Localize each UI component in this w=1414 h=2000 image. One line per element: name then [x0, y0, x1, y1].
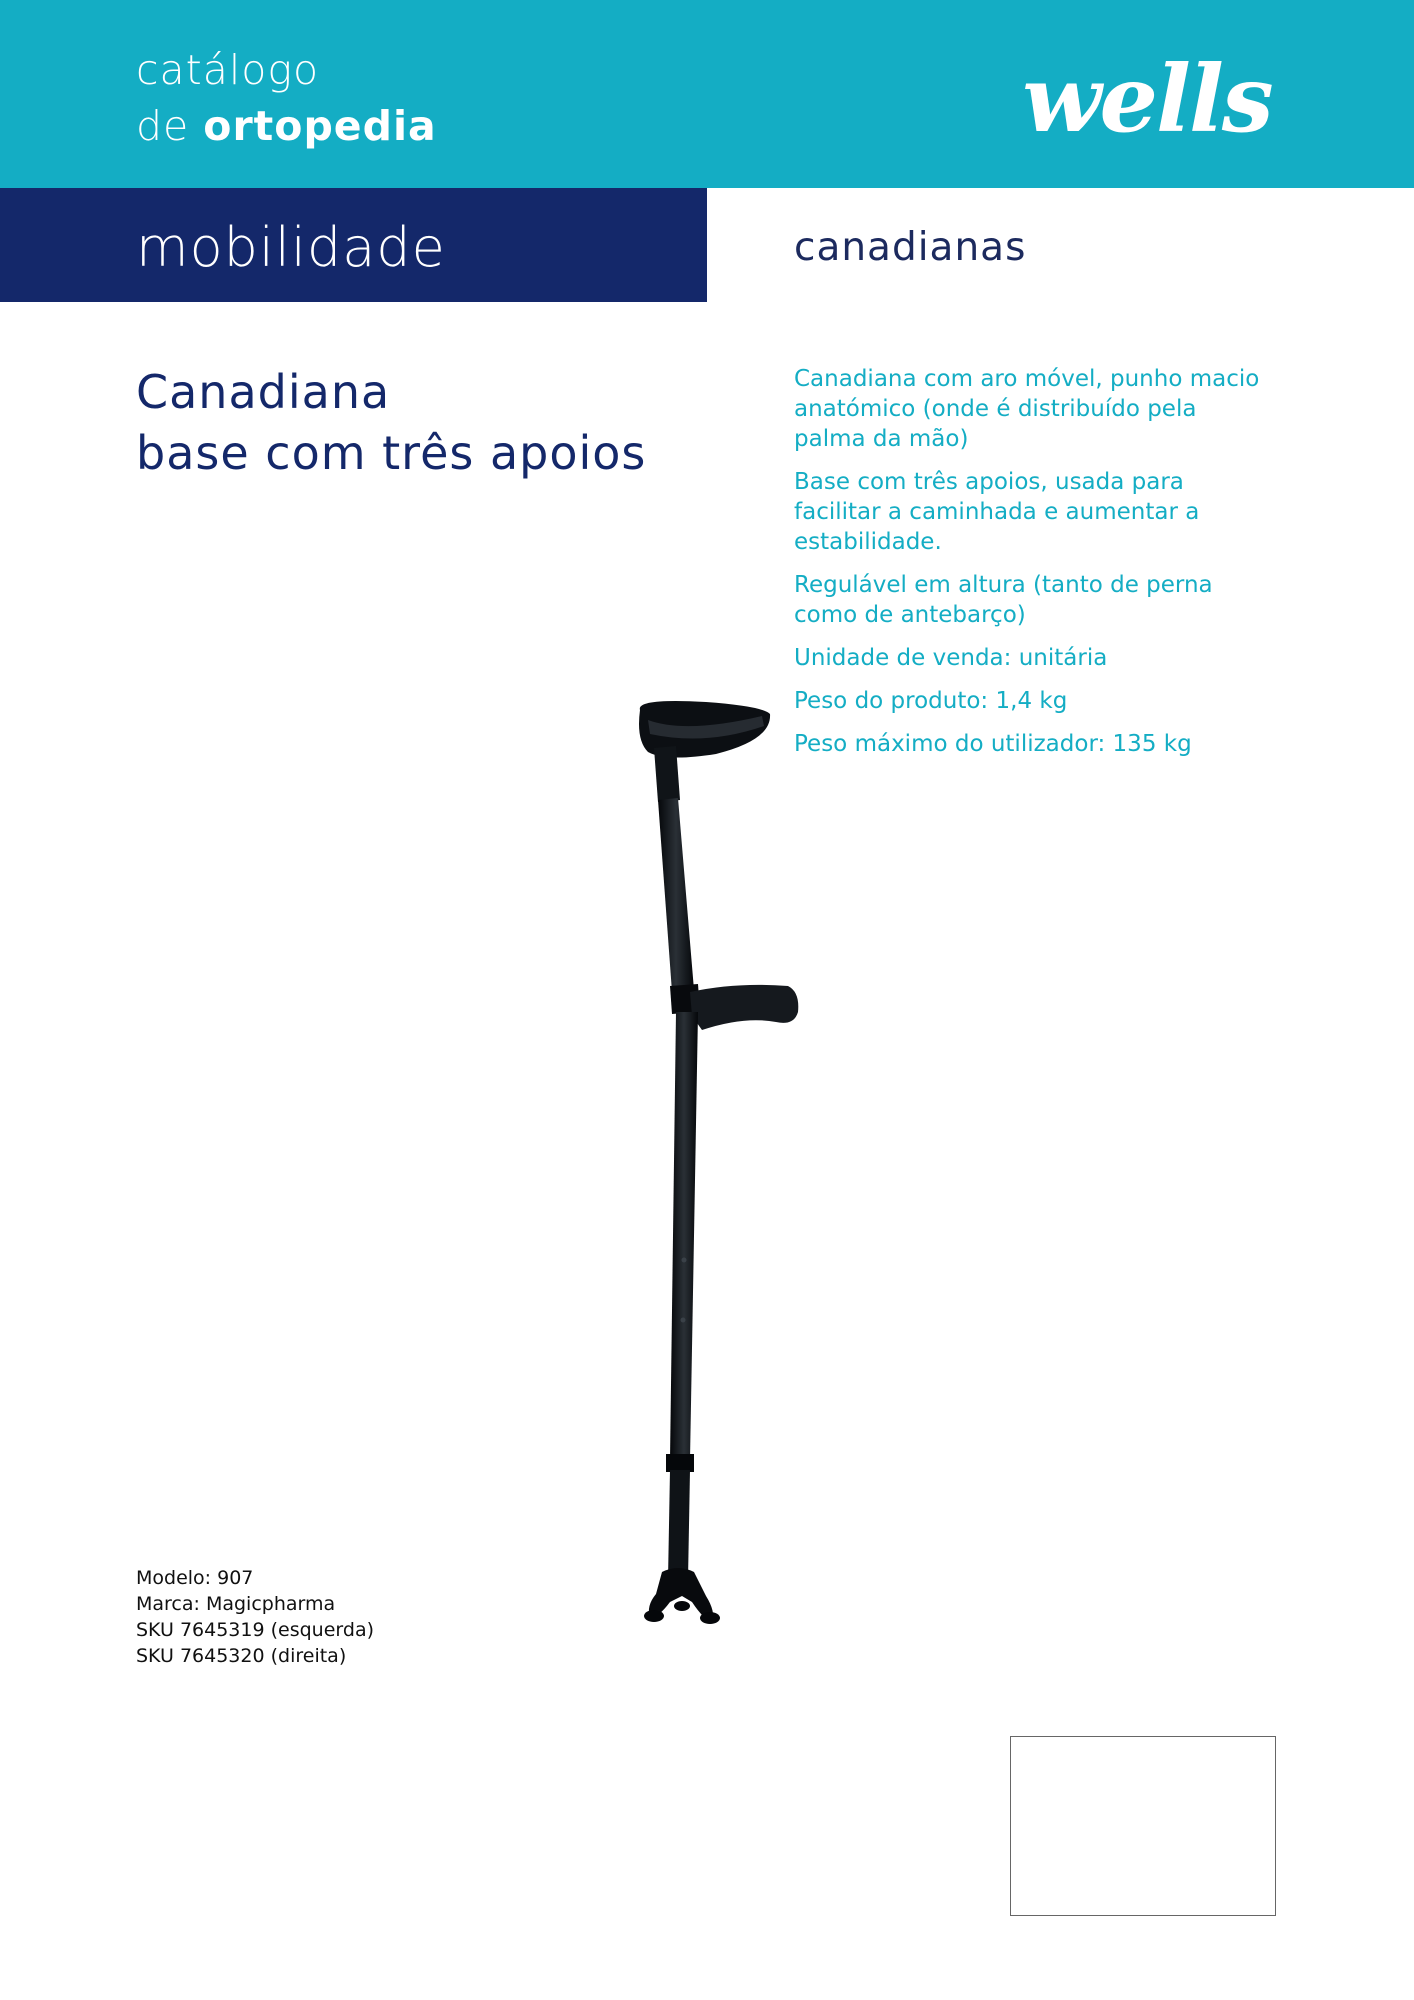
catalog-title-prefix: de: [136, 102, 190, 150]
product-title: [136, 362, 646, 484]
product-info: [136, 1565, 374, 1669]
product-sku-right: SKU 7645320 (direita): [136, 1645, 347, 1667]
feature-list: [794, 364, 1274, 772]
feature-item: Canadiana com aro móvel, punho macio anatómico (onde é distribuído pela palma da mão): [794, 366, 1260, 452]
feature-item: Unidade de venda: unitária: [794, 645, 1108, 671]
empty-frame-box: [1010, 1736, 1276, 1916]
catalog-title: [136, 42, 437, 154]
feature-item: Regulável em altura (tanto de perna como de antebarço): [794, 572, 1213, 628]
product-sku-left: SKU 7645319 (esquerda): [136, 1619, 375, 1641]
crutch-image: [566, 700, 850, 1646]
catalog-title-bold: ortopedia: [203, 102, 437, 150]
feature-item: Peso máximo do utilizador: 135 kg: [794, 731, 1192, 757]
wells-logo: [1008, 44, 1286, 154]
logo-text: wells: [1022, 45, 1272, 153]
catalog-title-line2: [136, 98, 437, 154]
product-brand: Marca: Magicpharma: [136, 1593, 336, 1615]
product-model: Modelo: 907: [136, 1567, 254, 1589]
feature-item: Base com três apoios, usada para facilitar a caminhada e aumentar a estabilidade.: [794, 469, 1200, 555]
category-label: mobilidade: [136, 216, 446, 279]
catalog-title-line1: catálogo: [136, 46, 320, 94]
product-title-line2: base com três apoios: [136, 426, 647, 480]
feature-item: Peso do produto: 1,4 kg: [794, 688, 1068, 714]
product-title-line1: Canadiana: [136, 365, 391, 419]
subcategory-label: canadianas: [794, 225, 1027, 270]
